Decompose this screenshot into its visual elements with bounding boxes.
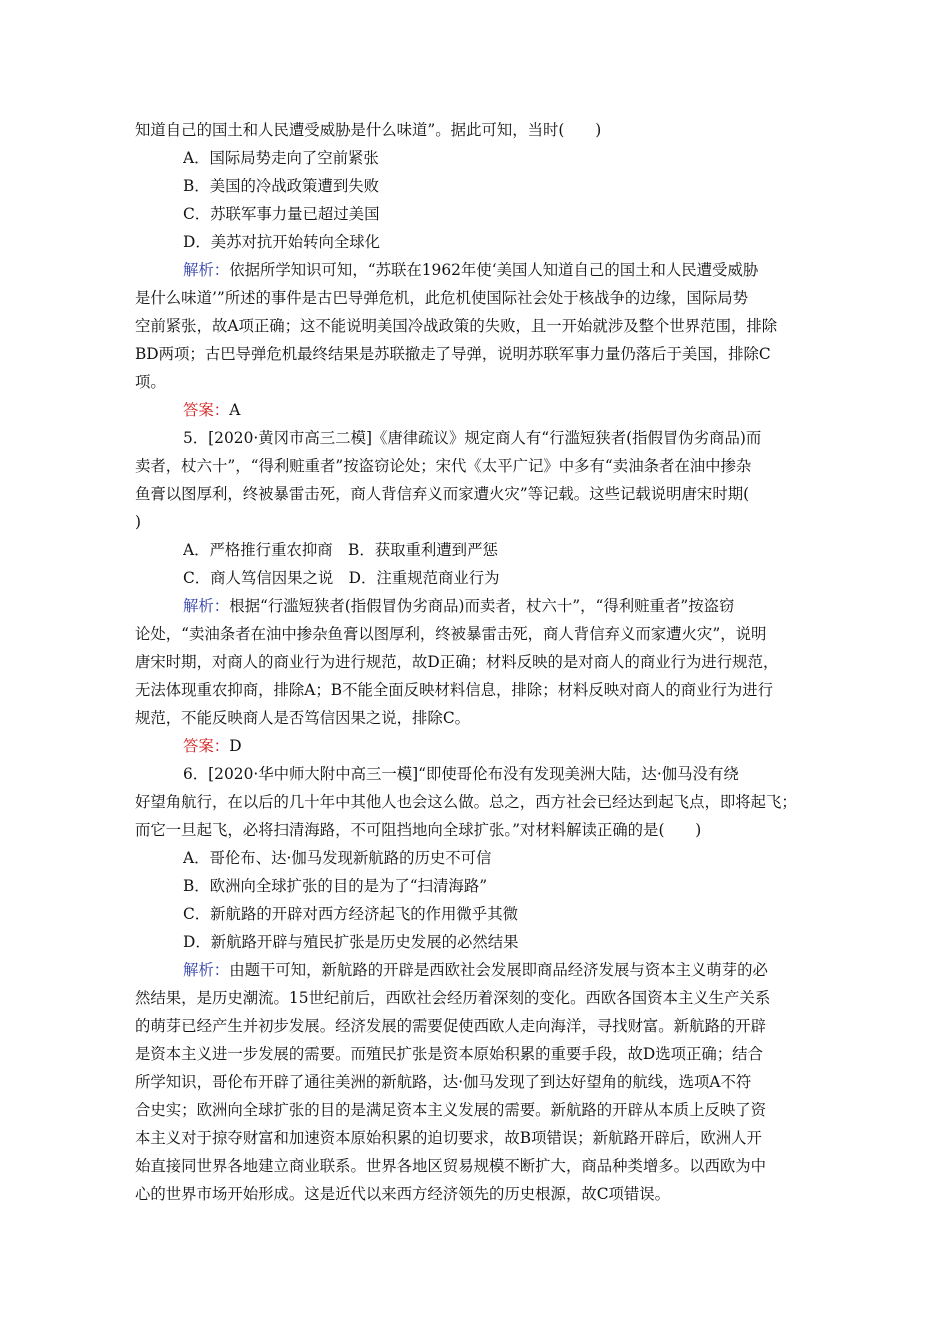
text-line: 始直接同世界各地建立商业联系。世界各地区贸易规模不断扩大，商品种类增多。以西欧为中 — [135, 1157, 767, 1175]
question-6: 6．[2020·华中师大附中高三一模]“即使哥伦布没有发现美洲大陆，达·伽马没有绕 — [183, 765, 739, 783]
text-line: 合史实；欧洲向全球扩张的目的是满足资本主义发展的需要。新航路的开辟从本质上反映了资 — [135, 1101, 767, 1119]
option-b: B．欧洲向全球扩张的目的是为了“扫清海路” — [183, 877, 488, 895]
text-line: BD两项；古巴导弹危机最终结果是苏联撤走了导弹，说明苏联军事力量仍落后于美国，排除C — [135, 345, 771, 363]
analysis-label: 解析： — [183, 961, 230, 979]
text-line: 规范，不能反映商人是否笃信因果之说，排除C。 — [135, 709, 470, 727]
option-a: A．国际局势走向了空前紧张 — [183, 149, 379, 167]
text-line: 卖者，杖六十”，“得利赃重者”按盗窃论处；宋代《太平广记》中多有“卖油条者在油中掺杂 — [135, 457, 752, 475]
text-line: 空前紧张，故A项正确；这不能说明美国冷战政策的失败，且一开始就涉及整个世界范围，排除 — [135, 317, 778, 335]
text-line: 所学知识，哥伦布开辟了通往美洲的新航路，达·伽马发现了到达好望角的航线，选项A不符 — [135, 1073, 752, 1091]
text-line: 唐宋时期，对商人的商业行为进行规范，故D正确；材料反映的是对商人的商业行为进行规范， — [135, 653, 779, 671]
answer-label: 答案： — [183, 737, 230, 755]
analysis-line: 解析：根据“行滥短狭者(指假冒伪劣商品)而卖者，杖六十”，“得利赃重者”按盗窃 — [183, 597, 735, 615]
analysis-line: 解析：依据所学知识可知，“苏联在1962年使‘美国人知道自己的国土和人民遭受威胁 — [183, 261, 759, 279]
options-ab: A．严格推行重农抑商 B．获取重利遭到严惩 — [183, 541, 498, 559]
text-line: 心的世界市场开始形成。这是近代以来西方经济领先的历史根源，故C项错误。 — [135, 1185, 671, 1203]
text-line: 论处，“卖油条者在油中掺杂鱼膏以图厚利，终被暴雷击死，商人背信弃义而家遭火灾”，说明 — [135, 625, 767, 643]
text-line: 本主义对于掠夺财富和加速资本原始积累的迫切要求，故B项错误；新航路开辟后，欧洲人开 — [135, 1129, 762, 1147]
answer-line: 答案：A — [183, 401, 241, 419]
text-line: 知道自己的国土和人民遭受威胁是什么味道”。据此可知，当时( ) — [135, 121, 602, 139]
analysis-line: 解析：由题干可知，新航路的开辟是西欧社会发展即商品经济发展与资本主义萌芽的必 — [183, 961, 768, 979]
option-a: A．哥伦布、达·伽马发现新航路的历史不可信 — [183, 849, 492, 867]
text-line: 是资本主义进一步发展的需要。而殖民扩张是资本原始积累的重要手段，故D选项正确；结合 — [135, 1045, 763, 1063]
options-cd: C．商人笃信因果之说 D．注重规范商业行为 — [183, 569, 500, 587]
text-line: 好望角航行，在以后的几十年中其他人也会这么做。总之，西方社会已经达到起飞点，即将起飞； — [135, 793, 797, 811]
answer-label: 答案： — [183, 401, 230, 419]
text-line: 无法体现重农抑商，排除A；B不能全面反映材料信息，排除；材料反映对商人的商业行为进行 — [135, 681, 774, 699]
text-line: ) — [135, 513, 142, 531]
option-c: C．苏联军事力量已超过美国 — [183, 205, 380, 223]
text-line: 是什么味道’”所述的事件是古巴导弹危机，此危机使国际社会处于核战争的边缘，国际局势 — [135, 289, 748, 307]
question-5: 5．[2020·黄冈市高三二模]《唐律疏议》规定商人有“行滥短狭者(指假冒伪劣商品)而 — [183, 429, 762, 447]
analysis-label: 解析： — [183, 261, 230, 279]
option-d: D．新航路开辟与殖民扩张是历史发展的必然结果 — [183, 933, 519, 951]
text-line: 鱼膏以图厚利，终被暴雷击死，商人背信弃义而家遭火灾”等记载。这些记载说明唐宋时期( — [135, 485, 750, 503]
option-b: B．美国的冷战政策遭到失败 — [183, 177, 379, 195]
text-line: 然结果，是历史潮流。15世纪前后，西欧社会经历着深刻的变化。西欧各国资本主义生产关系 — [135, 989, 771, 1007]
analysis-label: 解析： — [183, 597, 230, 615]
option-c: C．新航路的开辟对西方经济起飞的作用微乎其微 — [183, 905, 518, 923]
option-d: D．美苏对抗开始转向全球化 — [183, 233, 381, 251]
text-line: 的萌芽已经产生并初步发展。经济发展的需要促使西欧人走向海洋，寻找财富。新航路的开辟 — [135, 1017, 767, 1035]
answer-line: 答案：D — [183, 737, 242, 755]
text-line: 而它一旦起飞，必将扫清海路，不可阻挡地向全球扩张。”对材料解读正确的是( ) — [135, 821, 702, 839]
text-line: 项。 — [135, 373, 166, 391]
